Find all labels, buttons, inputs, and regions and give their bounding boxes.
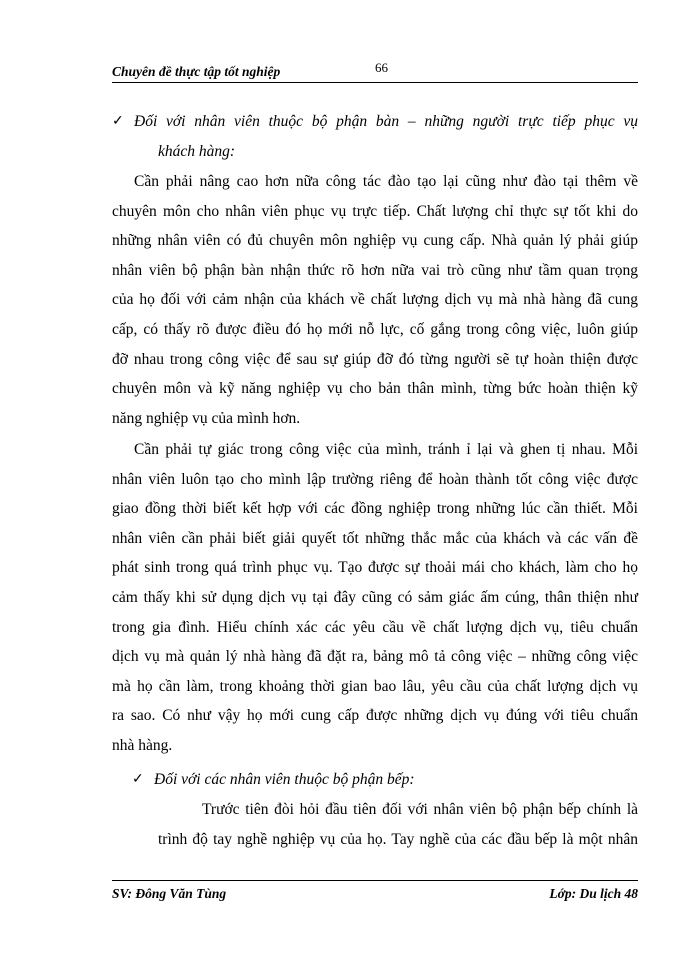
header-title: Chuyên đề thực tập tốt nghiệp (112, 64, 281, 79)
paragraph-line: Trước tiên đòi hỏi đầu tiên đối với nhân viên bộ phận bếp chính là (202, 801, 638, 818)
paragraph-line: đỡ nhau trong công việc để sau sự giúp đỡ đó từng người sẽ tự hoàn thiện được (112, 350, 638, 368)
paragraph-line: của họ đối với cảm nhận của khách về chất lượng dịch vụ mà nhà hàng đã cung (112, 291, 638, 309)
section-heading-line: khách hàng: (158, 142, 236, 160)
paragraph-line: năng nghiệp vụ của mình hơn. (112, 409, 301, 427)
paragraph-line: trình độ tay nghề nghiệp vụ của họ. Tay nghề của các đầu bếp là một nhân (158, 830, 638, 848)
section-heading-kitchen-staff (132, 765, 638, 795)
paragraph-line: ra sao. Có như vậy họ mới cung cấp được những dịch vụ đúng với tiêu chuẩn (112, 707, 638, 725)
header-rule (112, 82, 638, 83)
paragraph-line: Cần phải tự giác trong công việc của mình, tránh ỉ lại và ghen tị nhau. Mỗi (134, 441, 638, 458)
paragraph-line: những nhân viên có đủ chuyên môn nghiệp vụ cung cấp. Nhà quản lý phải giúp (112, 232, 638, 250)
paragraph-training (112, 167, 638, 433)
paragraph-line: chuyên môn cho nhân viên phục vụ trực tiếp. Chất lượng chỉ thực sự tốt khi do (112, 202, 638, 220)
paragraph-line: dịch vụ mà quản lý nhà hàng đã đặt ra, bảng mô tả công việc – những công việc (112, 648, 638, 666)
section-heading-front-staff (112, 107, 638, 166)
footer-rule (112, 880, 638, 881)
paragraph-self-discipline (112, 435, 638, 761)
paragraph-line: chuyên môn và kỹ năng nghiệp vụ cho bản thân mình, từng bức hoàn thiện kỹ (112, 380, 638, 398)
page-number: 66 (375, 60, 388, 75)
paragraph-line: nhà hàng. (112, 736, 173, 754)
paragraph-line: nhân viên bộ phận bàn nhận thức rõ hơn nữa vai trò cũng như tầm quan trọng (112, 261, 638, 279)
footer-class: Lớp: Du lịch 48 (549, 886, 638, 901)
paragraph-line: phát sinh trong quá trình phục vụ. Tạo được sự thoải mái cho khách, làm cho họ (112, 559, 638, 577)
paragraph-line: mà họ cần làm, trong khoảng thời gian bao lâu, yêu cầu của chất lượng dịch vụ (112, 677, 638, 695)
paragraph-line: cảm thấy khi sử dụng dịch vụ tại đây cũng có sảm giác ấm cúng, thân thiện như (112, 588, 638, 606)
paragraph-line: giao đồng thời biết kết hợp với các đồng nghiệp trong những lúc cần thiết. Mỗi (112, 500, 638, 518)
section-heading-text: Đối với các nhân viên thuộc bộ phận bếp: (154, 771, 415, 788)
paragraph-kitchen (158, 795, 638, 854)
checkmark-icon: ✓ (132, 772, 144, 787)
checkmark-icon: ✓ (112, 114, 124, 129)
paragraph-line: nhân viên cần phải biết giải quyết tốt những thắc mắc của khách và các vấn đề (112, 529, 638, 547)
paragraph-line: nhân viên luôn tạo cho mình lập trường riêng để hoàn thành tốt công việc được (112, 470, 638, 488)
section-heading-line: Đối với nhân viên thuộc bộ phận bàn – những người trực tiếp phục vụ (134, 113, 638, 130)
paragraph-line: Cần phải nâng cao hơn nữa công tác đào tạo lại cũng như đào tại thêm về (134, 173, 638, 190)
paragraph-line: trong gia đình. Hiểu chính xác các yêu cầu về chất lượng dịch vụ, tiêu chuẩn (112, 618, 638, 636)
footer-student-name: SV: Đông Văn Tùng (112, 886, 227, 901)
paragraph-line: cấp, có thấy rõ được điều đó họ mới nỗ lực, cố gắng trong công việc, luôn giúp (112, 320, 638, 338)
